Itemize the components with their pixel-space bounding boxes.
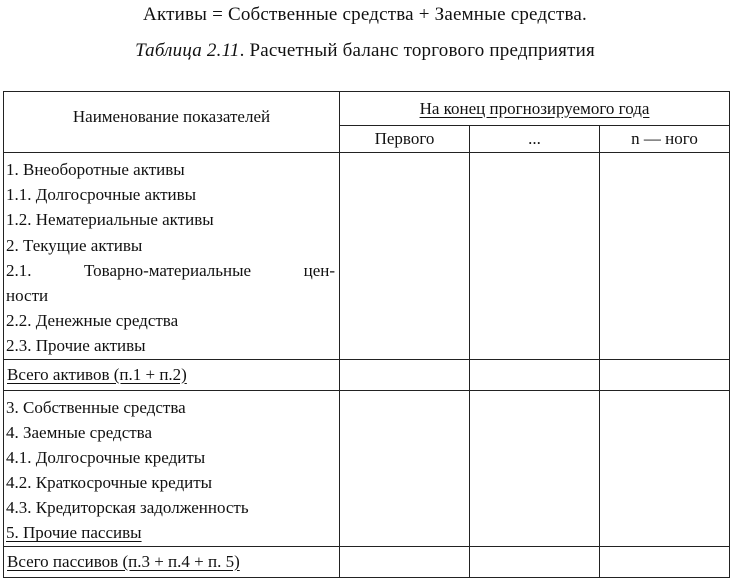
row-label: 2. Текущие активы [6, 235, 143, 255]
value-cell [470, 390, 600, 546]
value-cell [340, 359, 470, 390]
value-cell [470, 359, 600, 390]
formula-line: Активы = Собственные средства + Заемные средства. [143, 4, 587, 25]
header-ellipsis: ... [470, 126, 600, 153]
row-label: 5. Прочие пассивы [6, 523, 142, 543]
header-first-year: Первого [340, 126, 470, 153]
row-label: 1. Внеоборотные активы [6, 160, 185, 179]
header-row [4, 92, 730, 126]
table-caption [0, 40, 730, 62]
row-label: 4.2. Краткосрочные кредиты [6, 473, 213, 493]
assets-block [4, 153, 730, 360]
value-cell [600, 359, 730, 390]
caption-label: Таблица 2.11 [135, 40, 240, 61]
row-label: 3. Собственные средства [6, 397, 186, 417]
value-cell [470, 546, 600, 577]
row-label: 4.3. Кредиторская задолженность [6, 498, 249, 518]
row-label: 2.1. Товарно-материальные цен- [6, 260, 335, 280]
header-indicator-name: Наименование показателей [4, 92, 340, 153]
row-label: 1.2. Нематериальные активы [6, 210, 214, 230]
caption-title: . Расчетный баланс торгового предприятия [239, 40, 595, 61]
liabilities-block [4, 390, 730, 546]
liabilities-total-row [4, 546, 730, 577]
value-cell [340, 390, 470, 546]
row-label: 1.1. Долгосрочные активы [6, 185, 197, 205]
balance-table [3, 91, 730, 578]
value-cell [600, 546, 730, 577]
row-label: 2.3. Прочие активы [6, 336, 146, 356]
row-label: ности [6, 285, 49, 305]
value-cell [340, 153, 470, 360]
row-label: 4. Заемные средства [6, 422, 153, 442]
value-cell [600, 153, 730, 360]
assets-rows [4, 153, 340, 360]
value-cell [340, 546, 470, 577]
header-nth-year: n — ного [600, 126, 730, 153]
row-label: 2.2. Денежные средства [6, 311, 179, 331]
assets-total-label: Всего активов (п.1 + п.2) [4, 359, 340, 390]
value-cell [470, 153, 600, 360]
assets-total-row [4, 359, 730, 390]
row-label: 4.1. Долгосрочные кредиты [6, 447, 206, 467]
liabilities-rows [4, 390, 340, 546]
value-cell [600, 390, 730, 546]
header-forecast-year: На конец прогнозируемого года [340, 92, 730, 126]
liabilities-total-label: Всего пассивов (п.3 + п.4 + п. 5) [4, 546, 340, 577]
